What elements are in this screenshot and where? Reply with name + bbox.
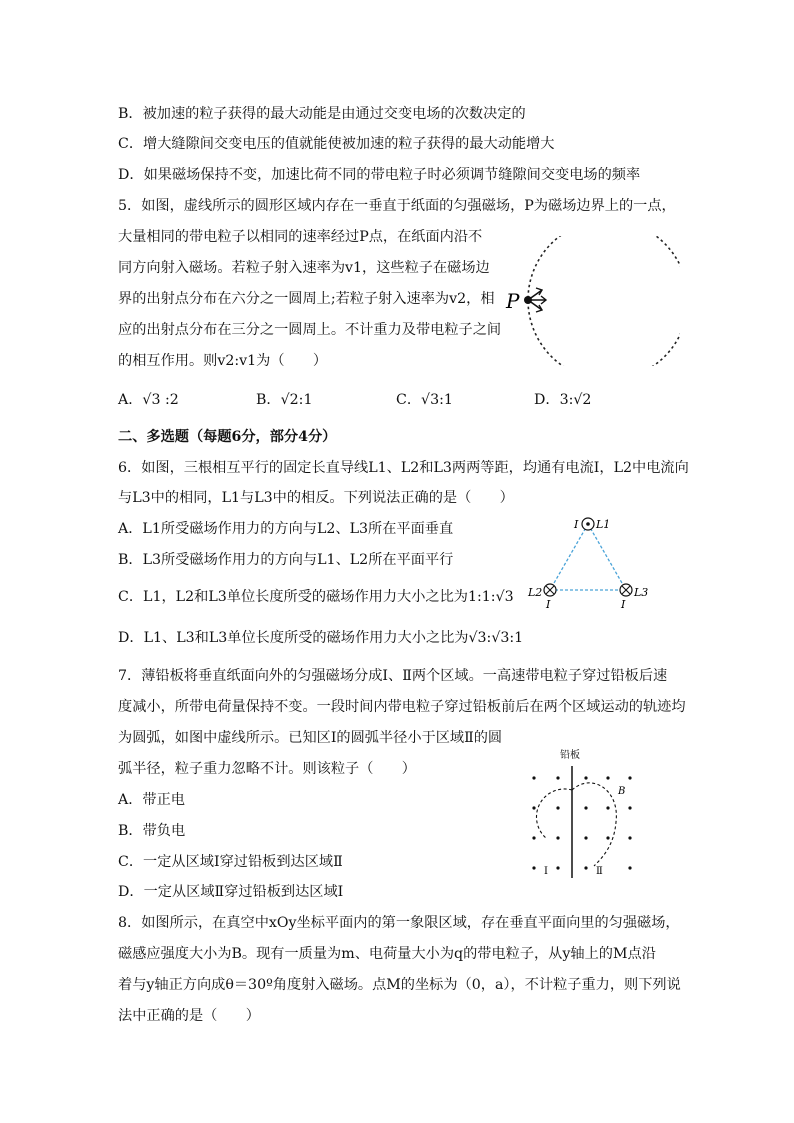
l1-current-label: I bbox=[574, 518, 579, 531]
q5-circle-figure bbox=[500, 236, 680, 366]
q7-option-b: B．带负电 bbox=[118, 823, 186, 839]
q7-stem-line-4: 弧半径，粒子重力忽略不计。则该粒子（ ） bbox=[118, 761, 416, 777]
q6-option-c: C．L1，L2和L3单位长度所受的磁场作用力大小之比为1:1:√3 bbox=[118, 589, 514, 605]
q8-stem-line-2: 磁感应强度大小为B。现有一质量为m、电荷量大小为q的带电粒子，从y轴上的M点沿 bbox=[118, 946, 656, 962]
q8-stem-line-3: 着与y轴正方向成θ＝30º角度射入磁场。点M的坐标为（0，a），不计粒子重力，则下列说 bbox=[118, 977, 681, 993]
q5-option-c: C．√3:1 bbox=[396, 392, 453, 408]
q7-stem-line-2: 度减小，所带电荷量保持不变。一段时间内带电粒子穿过铅板前后在两个区域运动的轨迹均 bbox=[118, 699, 686, 715]
lead-plate-label: 铅板 bbox=[560, 750, 580, 761]
q6-wire-triangle-figure bbox=[522, 510, 652, 610]
q5-stem-line-1: 5．如图，虚线所示的圆形区域内存在一垂直于纸面的匀强磁场，P为磁场边界上的一点， bbox=[118, 198, 676, 214]
arc-region-1 bbox=[536, 789, 572, 838]
q7-stem-line-1: 7．薄铅板将垂直纸面向外的匀强磁场分成Ⅰ、Ⅱ两个区域。一高速带电粒子穿过铅板后速 bbox=[118, 668, 668, 684]
point-p-label: P bbox=[506, 289, 520, 313]
q6-option-b: B．L3所受磁场作用力的方向与L1、L2所在平面平行 bbox=[118, 552, 454, 568]
q7-stem-line-3: 为圆弧，如图中虚线所示。已知区Ⅰ的圆弧半径小于区域Ⅱ的圆 bbox=[118, 730, 503, 746]
q5-stem-line-2: 大量相同的带电粒子以相同的速率经过P点，在纸面内沿不 bbox=[118, 229, 483, 245]
l1-label: L1 bbox=[596, 518, 611, 531]
q5-option-b: B．√2:1 bbox=[256, 392, 313, 408]
q5-stem-line-5: 应的出射点分布在三分之一圆周上。不计重力及带电粒子之间 bbox=[118, 322, 502, 338]
q5-stem-line-4: 界的出射点分布在六分之一圆周上;若粒子射入速率为v2，相 bbox=[118, 291, 495, 307]
q7-option-a: A．带正电 bbox=[118, 792, 185, 808]
q4-option-b: B．被加速的粒子获得的最大动能是由通过交变电场的次数决定的 bbox=[118, 106, 526, 122]
field-b-label: B bbox=[618, 786, 626, 797]
q6-option-d: D．L1、L3和L3单位长度所受的磁场作用力大小之比为√3:√3:1 bbox=[118, 630, 524, 646]
q5-stem-line-6: 的相互作用。则v2:v1为（ ） bbox=[118, 353, 328, 369]
l3-current-label: I bbox=[621, 598, 626, 610]
q7-option-c: C．一定从区域Ⅰ穿过铅板到达区域Ⅱ bbox=[118, 854, 343, 870]
section-heading-multi-choice: 二、多选题（每题6分，部分4分） bbox=[118, 429, 337, 445]
q8-stem-line-1: 8．如图所示，在真空中xOy坐标平面内的第一象限区域，存在垂直平面向里的匀强磁场， bbox=[118, 915, 680, 931]
region-2-label: Ⅱ bbox=[596, 866, 603, 877]
q5-stem-line-3: 同方向射入磁场。若粒子射入速率为v1，这些粒子在磁场边 bbox=[118, 260, 490, 276]
field-dots bbox=[532, 776, 631, 869]
q4-option-c: C．增大缝隙间交变电压的值就能使被加速的粒子获得的最大动能增大 bbox=[118, 136, 555, 152]
q6-stem-line-2: 与L3中的相同，L1与L3中的相反。下列说法正确的是（ ） bbox=[118, 490, 514, 506]
q6-option-a: A．L1所受磁场作用力的方向与L2、L3所在平面垂直 bbox=[118, 521, 454, 537]
q7-lead-plate-figure bbox=[522, 742, 642, 882]
q4-option-d: D．如果磁场保持不变，加速比荷不同的带电粒子时必须调节缝隙间交变电场的频率 bbox=[118, 167, 641, 183]
arc-region-2 bbox=[572, 783, 616, 866]
q7-option-d: D．一定从区域Ⅱ穿过铅板到达区域Ⅰ bbox=[118, 884, 344, 900]
q5-option-a: A．√3 :2 bbox=[118, 392, 179, 408]
q6-stem-line-1: 6．如图，三根相互平行的固定长直导线L1、L2和L3两两等距，均通有电流I，L2中电流向 bbox=[118, 460, 689, 476]
q8-stem-line-4: 法中正确的是（ ） bbox=[118, 1008, 260, 1024]
l2-label: L2 bbox=[528, 586, 543, 599]
region-1-label: Ⅰ bbox=[544, 866, 548, 877]
l3-label: L3 bbox=[634, 586, 649, 599]
magnetic-field-boundary-circle bbox=[528, 236, 680, 366]
q5-option-d: D．3:√2 bbox=[534, 392, 592, 408]
l2-current-label: I bbox=[546, 598, 551, 610]
